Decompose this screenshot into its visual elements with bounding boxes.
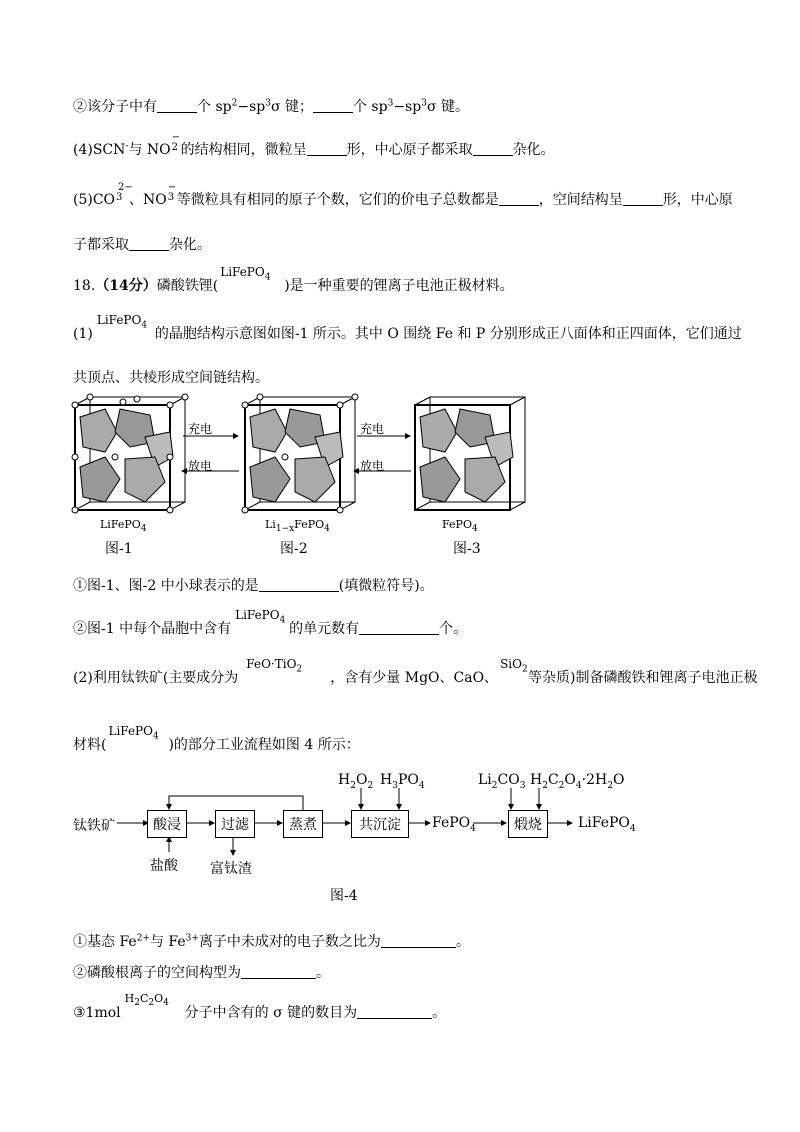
q17-line-1: ②该分子中有 个 $sp^2-sp^3\sigma$ 键； 个 $sp^3-sp^3\sigma$ 键。 bbox=[73, 98, 469, 115]
crystal-cell-1 bbox=[72, 394, 188, 513]
q18-question-2: ②磷酸根离子的空间构型为 。 bbox=[73, 965, 330, 981]
q18-part2: (2)利用钛铁矿(主要成分为 FeO·TiO$_2$ ，含有少量 MgO、CaO、 SiO$_2$ 等杂质)制备磷酸铁和锂离子电池正极 bbox=[73, 657, 758, 686]
figure-caption-1: 图-1 bbox=[105, 541, 133, 557]
q18-title: 18.（14分）磷酸铁锂( LiFePO$_4$ )是一种重要的锂离子电池正极材料。 bbox=[73, 265, 514, 294]
answer-blank[interactable] bbox=[499, 191, 539, 206]
q18-part2-cont: 材料( LiFePO$_4$ )的部分工业流程如图 4 所示： bbox=[73, 724, 360, 753]
answer-blank[interactable] bbox=[129, 236, 169, 251]
flow-start: 钛铁矿 bbox=[73, 818, 115, 834]
cell-label-2: $Li_{1-x}FePO_4$ bbox=[265, 518, 330, 535]
q17-line-3: (5)CO 2− 3 、NO − 3 等微粒具有相同的原子个数，它们的价电子总数都是 ，空间结构呈 形，中心原 bbox=[73, 182, 733, 208]
cell-label-1: LiFePO$_4$ bbox=[100, 518, 147, 535]
discharge-label-2: 放电 bbox=[360, 459, 385, 473]
charge-label-1: 充电 bbox=[188, 422, 213, 436]
answer-blank[interactable] bbox=[473, 141, 513, 156]
flow-reagent-h2o2: $H_2O_2$ bbox=[338, 772, 374, 791]
flow-input-hcl: 盐酸 bbox=[150, 858, 178, 874]
flow-box-coprecipitate: 共沉淀 bbox=[351, 810, 409, 838]
q18-sub2: ②图-1 中每个晶胞中含有 LiFePO$_4$ 的单元数有 个。 bbox=[73, 608, 468, 637]
crystal-cell-3 bbox=[415, 397, 525, 510]
flow-box-acid-leach: 酸浸 bbox=[147, 810, 187, 838]
answer-blank[interactable] bbox=[623, 191, 663, 206]
q17-line-4: 子都采取 杂化。 bbox=[73, 237, 211, 253]
flow-box-filter: 过滤 bbox=[215, 810, 255, 838]
answer-blank[interactable] bbox=[359, 620, 439, 635]
flow-reagent-h3po4: $H_3PO_4$ bbox=[380, 772, 425, 791]
q18-question-3: ③1mol $H_2C_2O_4$ 分子中含有的 σ 键的数目为 。 bbox=[73, 992, 447, 1021]
q18-question-1: ①基态 $Fe^{2+}$与 $Fe^{3+}$离子中未成对的电子数之比为 。 bbox=[73, 933, 470, 950]
figure-caption-2: 图-2 bbox=[280, 541, 308, 557]
flow-reagent-oxalic: $H_2C_2O_4\cdot 2H_2O$ bbox=[530, 772, 625, 791]
q17-line-2: (4)SCN-与 NO − 2 的结构相同，微粒呈 形，中心原子都采取 杂化。 bbox=[73, 132, 555, 158]
answer-blank[interactable] bbox=[313, 98, 353, 113]
discharge-label-1: 放电 bbox=[188, 459, 213, 473]
charge-label-2: 充电 bbox=[360, 422, 385, 436]
q18-part1: (1) LiFePO$_4$ 的晶胞结构示意图如图-1 所示。其中 O 围绕 Fe 和 P 分别形成正八面体和正四面体，它们通过 bbox=[73, 313, 742, 342]
q18-sub1: ①图-1、图-2 中小球表示的是 (填微粒符号)。 bbox=[73, 578, 434, 594]
answer-blank[interactable] bbox=[259, 577, 339, 592]
q18-part1-cont: 共顶点、共棱形成空间链结构。 bbox=[73, 370, 269, 386]
cell-label-3: FePO$_4$ bbox=[442, 518, 478, 535]
flow-output-ti-slag: 富钛渣 bbox=[210, 861, 252, 877]
flow-box-boil: 蒸煮 bbox=[283, 810, 323, 838]
flow-intermediate: FePO$_4$ bbox=[432, 815, 476, 834]
flow-product: LiFePO$_4$ bbox=[578, 815, 636, 834]
flow-box-calcine: 煅烧 bbox=[508, 810, 548, 838]
answer-blank[interactable] bbox=[381, 933, 456, 948]
answer-blank[interactable] bbox=[157, 98, 197, 113]
answer-blank[interactable] bbox=[241, 964, 316, 979]
answer-blank[interactable] bbox=[307, 141, 347, 156]
figure-caption-4: 图-4 bbox=[330, 888, 358, 904]
answer-blank[interactable] bbox=[357, 1004, 432, 1019]
crystal-figure bbox=[65, 393, 735, 523]
figure-caption-3: 图-3 bbox=[453, 541, 481, 557]
crystal-cell-2 bbox=[242, 394, 358, 513]
flow-reagent-li2co3: $Li_2CO_3$ bbox=[478, 772, 526, 791]
